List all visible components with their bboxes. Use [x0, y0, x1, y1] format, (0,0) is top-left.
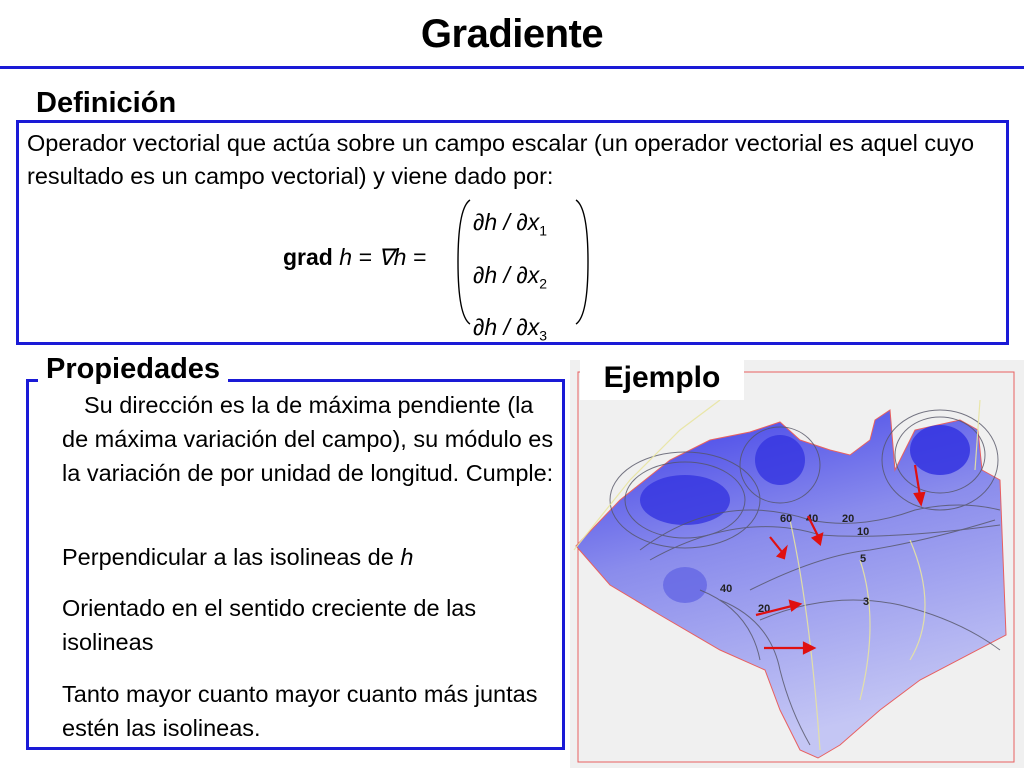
svg-text:60: 60 [780, 513, 793, 525]
title-divider [0, 66, 1024, 69]
slide-title: Gradiente [420, 12, 604, 56]
svg-text:40: 40 [720, 583, 733, 595]
svg-text:10: 10 [857, 526, 870, 538]
contour-map-image [570, 360, 1024, 768]
svg-text:40: 40 [806, 513, 819, 525]
vector-row-2: $\partial h / \partial x_2$ [473, 261, 547, 292]
definition-heading: Definición [28, 86, 184, 120]
formula-equality: h = ∇h = [332, 244, 427, 270]
contour-map-figure [570, 360, 1024, 768]
property-item-3: Tanto mayor cuanto mayor cuanto más juntas estén las isolineas. [62, 681, 538, 741]
svg-text:3: 3 [863, 596, 870, 608]
left-parenthesis-icon [455, 198, 473, 326]
property-item-1: Perpendicular a las isolineas de h [62, 544, 414, 570]
grad-operator: grad [283, 244, 333, 270]
gradient-formula [283, 198, 603, 344]
properties-heading: Propiedades [38, 352, 228, 386]
property-item-2: Orientado en el sentido creciente de las isolineas [62, 595, 477, 655]
vector-row-1: $\partial h / \partial x_1$ [473, 209, 547, 239]
vector-row-3: $\partial h / \partial x_3$ [473, 314, 547, 344]
svg-text:20: 20 [758, 603, 771, 615]
definition-text: Operador vectorial que actúa sobre un campo escalar (un operador vectorial es aquel cuyo resultado es un campo vectorial) y viene dado por: [27, 130, 975, 189]
properties-intro: Su dirección es la de máxima pendiente (la de máxima variación del campo), su módulo es la variación de por unidad de longitud. Cumple: [62, 392, 554, 486]
svg-text:20: 20 [842, 513, 855, 525]
formula-lhs [283, 244, 426, 271]
right-parenthesis-icon [573, 198, 591, 326]
gradient-vector [473, 200, 547, 358]
example-heading: Ejemplo [580, 358, 744, 400]
svg-text:5: 5 [860, 553, 867, 565]
